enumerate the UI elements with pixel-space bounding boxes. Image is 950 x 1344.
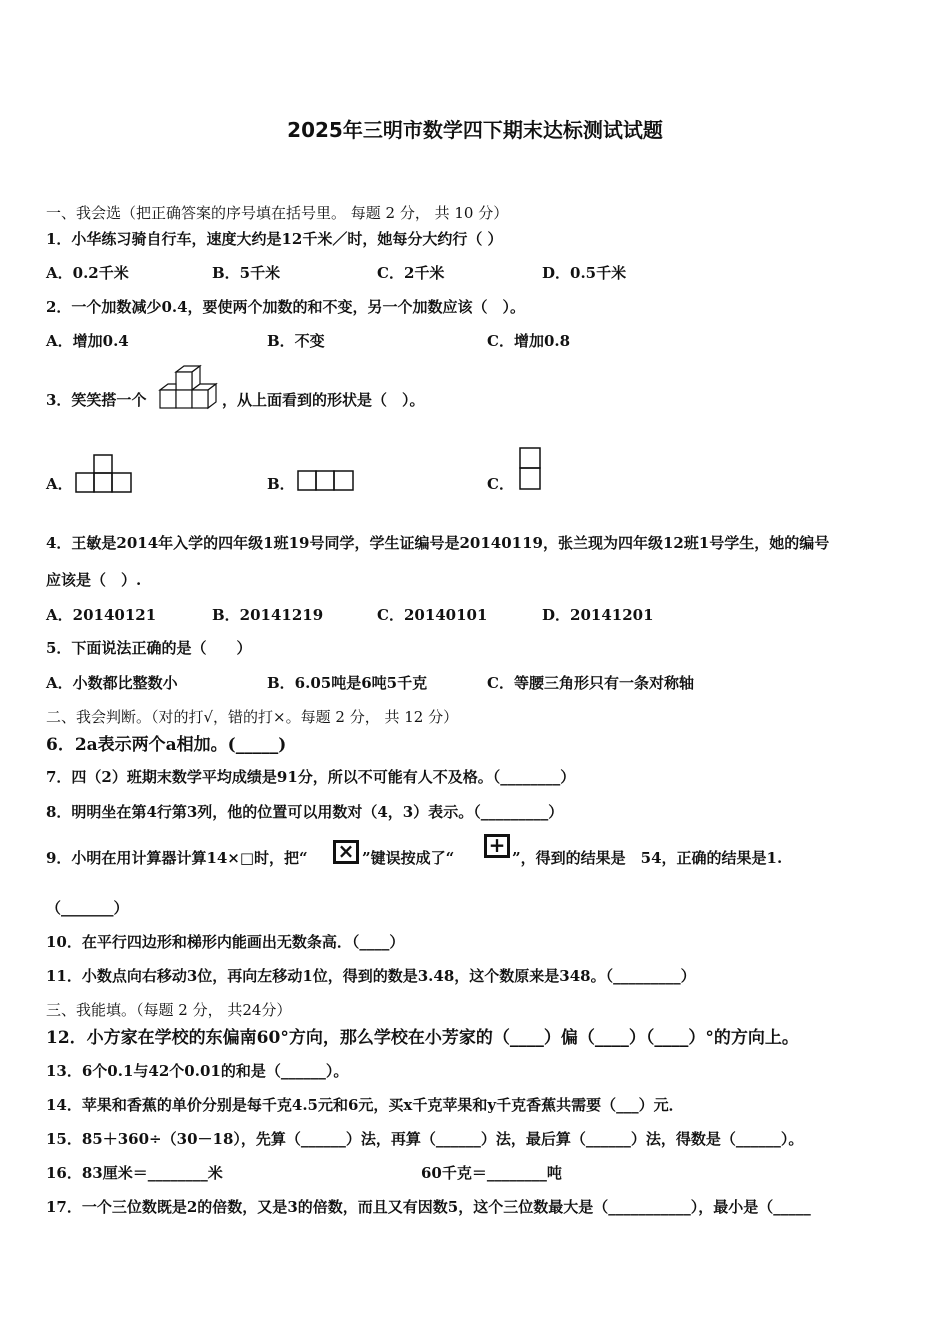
question-6: 6．2a表示两个a相加。(_____): [46, 735, 287, 755]
page-title: 2025年三明市数学四下期末达标测试试题: [287, 118, 663, 142]
q1-option-a: A．0.2千米: [46, 264, 129, 282]
q4-option-a: A．20140121: [46, 606, 157, 624]
question-9-part-a: 9．小明在用计算器计算14×□时，把“: [46, 849, 308, 867]
q1-option-b: B．5千米: [212, 264, 281, 282]
question-2: 2．一个加数减少0.4，要使两个加数的和不变，另一个加数应该（ ）。: [46, 298, 526, 316]
question-9-part-b: ”键误按成了“: [362, 849, 455, 867]
question-3-part-a: 3．笑笑搭一个: [46, 391, 147, 409]
question-4: 4．王敏是2014年入学的四年级1班19号同学，学生证编号是20140119，张兰现为四年级12班1号学生，她的编号: [46, 534, 830, 552]
section-heading-3: 三、我能填。（每题 2 分， 共24分）: [46, 1001, 292, 1019]
question-13: 13．6个0.1与42个0.01的和是（______）。: [46, 1062, 349, 1080]
section-heading-2: 二、我会判断。（对的打√，错的打×。每题 2 分， 共 12 分）: [46, 708, 459, 726]
q5-option-a: A．小数都比整数小: [46, 674, 178, 692]
question-10: 10．在平行四边形和梯形内能画出无数条高．（____）: [46, 933, 405, 951]
question-17: 17．一个三位数既是2的倍数，又是3的倍数，而且又有因数5，这个三位数最大是（___________），最小是（_____: [46, 1198, 811, 1216]
question-9-blank: （_______）: [46, 899, 129, 917]
question-4-cont: 应该是（ ）.: [46, 571, 142, 589]
q3-option-b-figure: [296, 469, 356, 493]
q4-option-b: B．20141219: [212, 606, 324, 624]
multiply-key-icon: ×: [333, 840, 359, 864]
question-5: 5．下面说法正确的是（ ）: [46, 639, 252, 657]
q2-option-b: B．不变: [267, 332, 325, 350]
q3-option-b: B．: [267, 475, 295, 493]
question-12: 12．小方家在学校的东偏南60°方向，那么学校在小芳家的（____）偏（____）（____）°的方向上。: [46, 1028, 799, 1048]
q4-option-d: D．20141201: [542, 606, 654, 624]
section-heading-1: 一、我会选（把正确答案的序号填在括号里。 每题 2 分， 共 10 分）: [46, 204, 509, 222]
q2-option-c: C．增加0.8: [487, 332, 571, 350]
question-15: 15．85＋360÷（30－18），先算（______）法，再算（______）法，最后算（______）法，得数是（______）。: [46, 1130, 804, 1148]
question-1: 1．小华练习骑自行车，速度大约是12千米／时，她每分大约行（ ）: [46, 230, 503, 248]
question-3-part-b: ，从上面看到的形状是（ ）。: [222, 391, 425, 409]
plus-key-icon: +: [484, 834, 510, 858]
question-16-part-a: 16．83厘米＝________米: [46, 1164, 223, 1182]
q3-option-c-figure: [518, 446, 544, 492]
cube-stack-figure: [154, 364, 220, 412]
q2-option-a: A．增加0.4: [46, 332, 129, 350]
q3-option-a: A．: [46, 475, 73, 493]
question-14: 14．苹果和香蕉的单价分别是每千克4.5元和6元，买x千克苹果和y千克香蕉共需要（___）元．: [46, 1096, 684, 1114]
q4-option-c: C．20140101: [377, 606, 488, 624]
question-8: 8．明明坐在第4行第3列，他的位置可以用数对（4，3）表示。（_________）: [46, 803, 564, 821]
q3-option-a-figure: [75, 453, 133, 495]
question-11: 11．小数点向右移动3位，再向左移动1位，得到的数是3.48，这个数原来是348。（_________）: [46, 967, 696, 985]
question-7: 7．四（2）班期末数学平均成绩是91分，所以不可能有人不及格。（________）: [46, 768, 576, 786]
q5-option-c: C．等腰三角形只有一条对称轴: [487, 674, 694, 692]
question-16-part-b: 60千克＝________吨: [421, 1164, 562, 1182]
question-9-part-c: ”，得到的结果是 54，正确的结果是1.: [512, 849, 783, 867]
q3-option-c: C．: [487, 475, 514, 493]
q1-option-c: C．2千米: [377, 264, 445, 282]
q1-option-d: D．0.5千米: [542, 264, 627, 282]
q5-option-b: B．6.05吨是6吨5千克: [267, 674, 428, 692]
